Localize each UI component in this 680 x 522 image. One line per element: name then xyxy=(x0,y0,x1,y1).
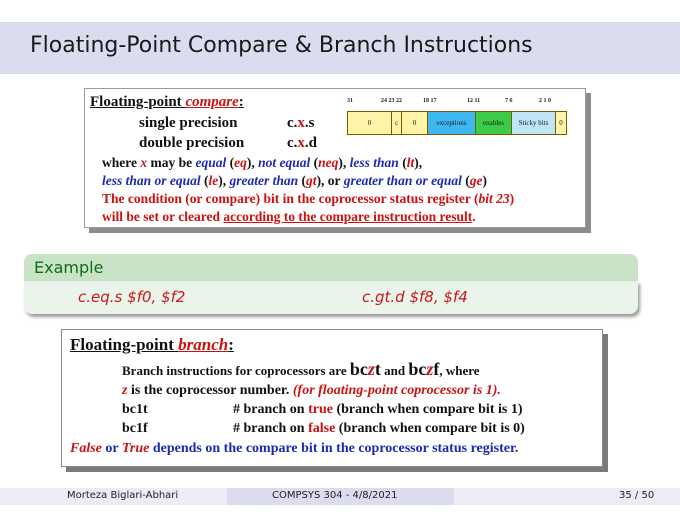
example-instruction-right: c.gt.d $f8, $f4 xyxy=(362,288,468,306)
register-bit-labels xyxy=(347,98,567,108)
cond-code-eq: eq xyxy=(234,155,247,170)
cond-less-than: less than xyxy=(349,155,399,170)
text-span: Branch instructions for coprocessors are xyxy=(122,363,350,378)
bit-label: 31 xyxy=(347,98,353,104)
register-field-zero-mid: 0 xyxy=(402,112,428,134)
compare-heading-word: compare xyxy=(185,94,239,110)
compare-line-conditions xyxy=(102,173,487,189)
text-span: ) xyxy=(482,173,487,188)
text-span: will be set or cleared xyxy=(102,209,224,224)
status-register-diagram xyxy=(347,111,567,135)
text-span: is the coprocessor number. xyxy=(127,383,293,398)
example-title: Example xyxy=(34,258,104,277)
footer-course-cell xyxy=(227,488,454,505)
title-bar xyxy=(0,22,680,74)
compare-heading-colon: : xyxy=(238,94,244,110)
x-var: x xyxy=(140,155,148,170)
branch-line-coprocessor xyxy=(122,383,501,399)
branch-heading-word: branch xyxy=(178,335,229,354)
branch-heading-prefix: Floating-point xyxy=(70,335,179,354)
slide-footer xyxy=(0,488,680,505)
bczt-suffix: t xyxy=(374,359,381,379)
double-c: c. xyxy=(287,135,298,151)
compare-result-link: according to the compare instruction result xyxy=(223,209,473,224)
text-span: ( xyxy=(310,155,319,170)
register-field-sticky-bits: Sticky bits xyxy=(512,112,556,134)
single-fmt: .s xyxy=(304,115,315,131)
compare-heading-prefix: Floating-point xyxy=(90,94,186,110)
bczt-z: z xyxy=(367,359,375,379)
false-word: false xyxy=(308,421,336,436)
text-span: where xyxy=(102,155,141,170)
text-span: ( xyxy=(226,155,235,170)
branch-line-depends xyxy=(70,441,518,457)
example-instruction-left: c.eq.s $f0, $f2 xyxy=(78,288,186,306)
text-span: ) xyxy=(509,191,515,206)
cond-greater-than: greater than xyxy=(229,173,299,188)
text-span: and xyxy=(380,363,409,378)
bit-label: 18 17 xyxy=(423,98,437,104)
single-precision-label: single precision xyxy=(139,115,238,131)
bit-label: 7 6 xyxy=(505,98,513,104)
true-italic: True xyxy=(121,441,150,456)
register-field-c: c xyxy=(392,112,402,134)
bit-label: 2 1 0 xyxy=(539,98,551,104)
footer-author-cell xyxy=(0,488,227,505)
compare-box xyxy=(84,88,586,228)
single-x: x xyxy=(297,115,305,131)
bc1t-mnemonic: bc1t xyxy=(122,402,148,417)
bit-label: 12 11 xyxy=(467,98,481,104)
cond-code-ge: ge xyxy=(469,173,483,188)
text-span: depends on the compare bit in the coprocessor status register. xyxy=(149,441,519,456)
bc1f-mnemonic: bc1f xyxy=(122,421,148,436)
text-span: ( xyxy=(461,173,470,188)
cond-not-equal: not equal xyxy=(258,155,311,170)
bczf-prefix: bc xyxy=(408,359,427,379)
compare-line-condition-bit xyxy=(102,191,514,207)
double-precision-label: double precision xyxy=(139,135,245,151)
text-span: ), or xyxy=(316,173,344,188)
text-span: (branch when compare bit is 1) xyxy=(332,402,523,417)
cond-code-lt: lt xyxy=(406,155,415,170)
register-field-zero-low: 0 xyxy=(556,112,566,134)
register-field-zero-high: 0 xyxy=(348,112,392,134)
text-span: ), xyxy=(338,155,350,170)
footer-author: Morteza Biglari-Abhari xyxy=(67,490,179,501)
text-span: may be xyxy=(147,155,196,170)
bit-23-label: bit 23 xyxy=(478,191,510,206)
footer-page-cell xyxy=(454,488,680,505)
bc1t-line xyxy=(122,402,148,418)
footer-page-number: 35 / 50 xyxy=(619,490,655,501)
true-word: true xyxy=(308,402,333,417)
single-precision-code xyxy=(287,115,315,132)
compare-heading xyxy=(90,94,244,111)
example-block-header xyxy=(24,254,638,281)
double-precision-code xyxy=(287,135,317,152)
branch-heading-colon: : xyxy=(228,335,234,354)
coprocessor-note: (for floating-point coprocessor is 1). xyxy=(292,383,501,398)
bit-label: 24 23 22 xyxy=(381,98,402,104)
slide-title: Floating-Point Compare & Branch Instructions xyxy=(30,33,533,58)
branch-box xyxy=(61,329,603,467)
cond-greater-equal: greater than or equal xyxy=(343,173,462,188)
cond-code-le: le xyxy=(208,173,219,188)
text-span: or xyxy=(101,441,122,456)
bczf-suffix: f xyxy=(433,359,440,379)
text-span: ( xyxy=(398,155,407,170)
bc1f-line xyxy=(122,421,148,437)
register-field-exceptions: exceptions xyxy=(428,112,476,134)
bc1f-comment xyxy=(233,421,525,437)
single-c: c. xyxy=(287,115,298,131)
double-x: x xyxy=(297,135,305,151)
text-span: ), xyxy=(414,155,423,170)
bczt-prefix: bc xyxy=(349,359,368,379)
branch-heading xyxy=(70,335,234,355)
text-span: # branch on xyxy=(233,421,309,436)
z-var: z xyxy=(122,383,128,398)
compare-line-where xyxy=(102,155,422,171)
double-fmt: .d xyxy=(304,135,318,151)
text-span: . xyxy=(472,209,476,224)
text-span: ), xyxy=(246,155,259,170)
text-span: # branch on xyxy=(233,402,309,417)
cond-code-neq: neq xyxy=(318,155,339,170)
compare-line-set-cleared xyxy=(102,209,476,225)
false-italic: False xyxy=(70,441,102,456)
cond-less-equal: less than or equal xyxy=(102,173,201,188)
text-span: ( xyxy=(298,173,307,188)
branch-line-instructions xyxy=(122,359,480,380)
text-span: (branch when compare bit is 0) xyxy=(335,421,525,436)
bczf-z: z xyxy=(426,359,434,379)
cond-code-gt: gt xyxy=(306,173,317,188)
text-span: ), xyxy=(218,173,230,188)
text-span: ( xyxy=(200,173,209,188)
text-span: , where xyxy=(439,363,480,378)
example-block-body xyxy=(24,281,638,314)
footer-course: COMPSYS 304 - 4/8/2021 xyxy=(272,490,398,501)
cond-equal: equal xyxy=(195,155,227,170)
bc1t-comment xyxy=(233,402,523,418)
register-field-enables: enables xyxy=(476,112,512,134)
text-span: The condition (or compare) bit in the coprocessor status register ( xyxy=(102,191,479,206)
